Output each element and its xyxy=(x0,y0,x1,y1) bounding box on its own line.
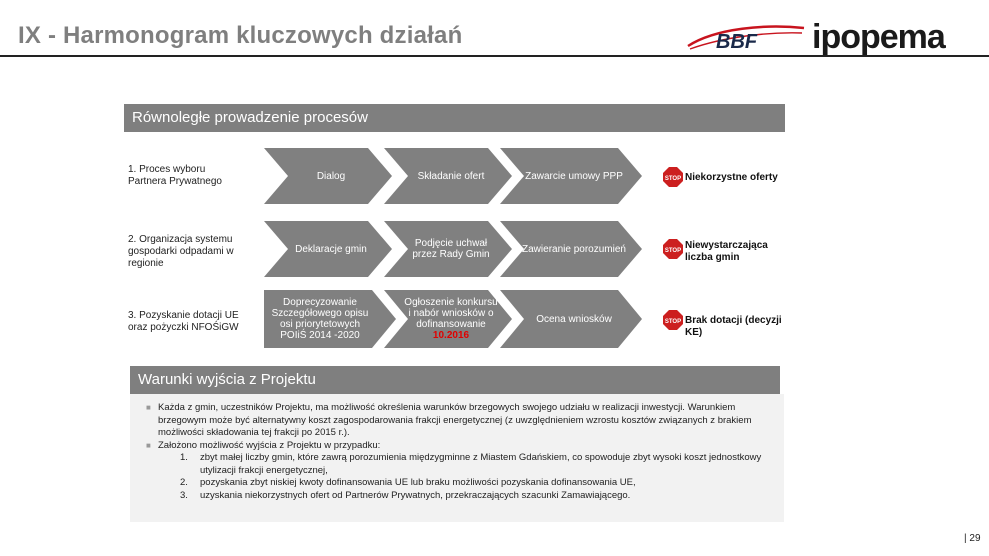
step-label: Dialog xyxy=(316,170,346,182)
page-number: | 29 xyxy=(964,533,981,544)
step-label: Zawieranie porozumień xyxy=(522,243,626,255)
exit-item xyxy=(146,452,776,477)
chevron-step xyxy=(384,148,512,204)
bbf-logo xyxy=(686,22,806,52)
section-parallel-heading: Równoległe prowadzenie procesów xyxy=(124,104,785,132)
step-label: Ogłoszenie konkursu i nabór wniosków o dofinansowanie xyxy=(404,297,498,330)
exit-item-number: 1. xyxy=(180,452,188,463)
step-label: Doprecyzowanie Szczegółowego opisu osi priorytetowych POIiŚ 2014 -2020 xyxy=(271,297,369,341)
stop-sign-icon xyxy=(663,310,683,330)
exit-item-text: uzyskania niekorzystnych ofert od Partnerów Prywatnych, przekraczających szacunki Zamawiającego. xyxy=(200,489,631,501)
exit-item xyxy=(146,477,776,490)
exit-conditions-text xyxy=(146,402,776,502)
exit-bullet-text: Założono możliwość wyjścia z Projektu w przypadku: xyxy=(158,439,381,451)
step-label: Ocena wniosków xyxy=(536,313,612,325)
ipopema-logo: ipopema xyxy=(812,18,945,56)
process-label-3: 3. Pozyskanie dotacji UE oraz pożyczki NFOŚiGW xyxy=(128,310,239,333)
exit-bullet: ■ Każda z gmin, uczestników Projektu, ma możliwość określenia warunków brzegowych swojego udziału w realizacji inwestycji. Warunkiem brzegowym może być alternatywny koszt zagospodarowania frakcji energetycznej (z uwzględnieniem wzrostu kosztów związanych z brakiem możliwości składowania tej frakcji po 2015 r.). xyxy=(146,402,776,440)
chevron-step xyxy=(384,290,512,348)
exit-item-number: 2. xyxy=(180,477,188,488)
exit-item-number: 3. xyxy=(180,489,188,501)
step-label: Zawarcie umowy PPP xyxy=(525,170,623,182)
svg-text:STOP: STOP xyxy=(664,248,682,254)
exit-bullet: ■ Założono możliwość wyjścia z Projektu w przypadku: xyxy=(146,440,776,453)
chevron-step xyxy=(500,148,642,204)
section-exit-heading: Warunki wyjścia z Projektu xyxy=(130,366,780,394)
step-date: 10.2016 xyxy=(432,330,470,341)
svg-text:STOP: STOP xyxy=(664,176,682,182)
exit-bullet-text: Każda z gmin, uczestników Projektu, ma możliwość określenia warunków brzegowych swojego udziału w realizacji inwestycji. Warunkiem brzegowym może być alternatywny koszt zagospodarowania frakcji energetycznej (z uwzględnieniem wzrostu kosztów związanych z brakiem możliwości składowania tej frakcji po 2015 r.). xyxy=(158,402,752,438)
exit-item xyxy=(146,490,776,503)
page-title: IX - Harmonogram kluczowych działań xyxy=(18,22,463,49)
risk-label-2: Niewystarczająca liczba gmin xyxy=(685,240,768,263)
chevron-step xyxy=(264,290,396,348)
risk-label-1: Niekorzystne oferty xyxy=(685,172,778,183)
step-label: Składanie ofert xyxy=(417,170,485,182)
process-label-2: 2. Organizacja systemu gospodarki odpadami w regionie xyxy=(128,234,234,269)
svg-text:STOP: STOP xyxy=(664,319,682,325)
process-label-1: 1. Proces wyboru Partnera Prywatnego xyxy=(128,164,222,187)
step-label: Deklaracje gmin xyxy=(295,243,367,255)
chevron-step xyxy=(264,148,392,204)
chevron-step xyxy=(500,221,642,277)
stop-sign-icon xyxy=(663,239,683,259)
stop-sign-icon xyxy=(663,167,683,187)
step-label: Podjęcie uchwał przez Rady Gmin xyxy=(412,238,490,260)
exit-item-text: pozyskania zbyt niskiej kwoty dofinansowania UE lub braku możliwości pozyskania dofinansowania UE, xyxy=(200,477,636,488)
risk-label-3: Brak dotacji (decyzji KE) xyxy=(685,315,782,338)
exit-item-text: zbyt małej liczby gmin, które zawrą porozumienia międzygminne z Miastem Gdańskiem, co spowoduje zbyt wysoki koszt jednostkowy utylizacji frakcji energetycznej, xyxy=(200,452,762,476)
bbf-logo-text: BBF xyxy=(716,31,758,52)
chevron-step xyxy=(500,290,642,348)
chevron-step xyxy=(384,221,512,277)
chevron-step xyxy=(264,221,392,277)
